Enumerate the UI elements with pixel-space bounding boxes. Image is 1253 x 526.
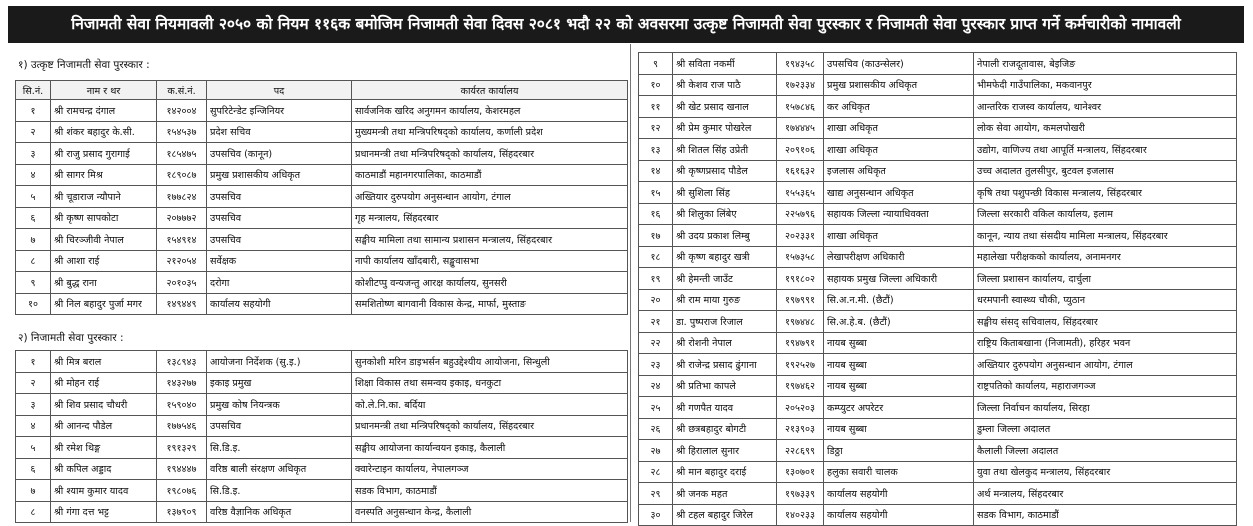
column-header-position: पद bbox=[207, 81, 352, 100]
table-row bbox=[16, 501, 628, 523]
position-cell: वरिष्ठ बाली संरक्षण अधिकृत bbox=[207, 458, 352, 480]
name-cell: श्री निल बहादुर पुर्जा मगर bbox=[51, 293, 157, 315]
table-row bbox=[16, 458, 628, 480]
table-row bbox=[639, 96, 1237, 118]
table-row bbox=[16, 164, 628, 186]
code-cell: १९१८०२ bbox=[777, 268, 824, 290]
name-cell: श्री हिरालाल सुनार bbox=[673, 440, 777, 462]
name-cell: श्री प्रतिभा कापले bbox=[673, 375, 777, 397]
name-cell: श्री आशा राई bbox=[51, 250, 157, 272]
serial-cell: १९ bbox=[639, 268, 673, 290]
serial-cell: ११ bbox=[639, 96, 673, 118]
name-cell: श्री राम माया गुरुङ bbox=[673, 289, 777, 311]
name-cell: श्री आनन्द पौडेल bbox=[51, 415, 157, 437]
name-cell: श्री कपिल अड्डाद bbox=[51, 458, 157, 480]
name-cell: श्री हेमन्ती जाउँट bbox=[673, 268, 777, 290]
position-cell: सि.डि.इ. bbox=[207, 480, 352, 502]
table-row bbox=[16, 121, 628, 143]
civil-service-award-table-right bbox=[638, 52, 1237, 526]
name-cell: श्री शंकर बहादुर के.सी. bbox=[51, 121, 157, 143]
code-cell: १८९०८७ bbox=[157, 164, 207, 186]
serial-cell: १ bbox=[16, 100, 51, 122]
office-cell: भीमफेदी गाउँपालिका, मकवानपुर bbox=[974, 74, 1237, 96]
name-cell: श्री जनक महत bbox=[673, 483, 777, 505]
name-cell: श्री कृष्ण बहादुर खत्री bbox=[673, 246, 777, 268]
serial-cell: ८ bbox=[16, 250, 51, 272]
position-cell: नायब सुब्बा bbox=[824, 354, 974, 376]
serial-cell: १६ bbox=[639, 203, 673, 225]
serial-cell: ७ bbox=[16, 480, 51, 502]
table-row bbox=[639, 139, 1237, 161]
office-cell: डुम्ला जिल्ला अदालत bbox=[974, 418, 1237, 440]
code-cell: १५७८४६ bbox=[777, 96, 824, 118]
table-header-row bbox=[16, 81, 628, 100]
serial-cell: १ bbox=[16, 351, 51, 373]
code-cell: १६१६३२ bbox=[777, 160, 824, 182]
code-cell: २१२०५४ bbox=[157, 250, 207, 272]
office-cell: शिक्षा विकास तथा समन्वय इकाइ, धनकुटा bbox=[352, 372, 628, 394]
code-cell: १९४४४७ bbox=[157, 458, 207, 480]
office-cell: धरमपानी स्वास्थ्य चौकी, प्युठान bbox=[974, 289, 1237, 311]
code-cell: १३७९०९ bbox=[157, 501, 207, 523]
serial-cell: १४ bbox=[639, 160, 673, 182]
serial-cell: १० bbox=[639, 74, 673, 96]
section-1-heading: १) उत्कृष्ट निजामती सेवा पुरस्कार : bbox=[18, 59, 150, 71]
office-cell: समशितोष्ण बागवानी विकास केन्द्र, मार्फा, मुस्ताङ bbox=[352, 293, 628, 315]
name-cell: श्री शिव प्रसाद चौधरी bbox=[51, 394, 157, 416]
position-cell: हलुका सवारी चालक bbox=[824, 461, 974, 483]
office-cell: जिल्ला निर्वाचन कार्यालय, सिरहा bbox=[974, 397, 1237, 419]
name-cell: श्री रमेश थिङ्ग bbox=[51, 437, 157, 459]
table-row bbox=[639, 289, 1237, 311]
column-header-serial: सि.नं. bbox=[16, 81, 51, 100]
table-row bbox=[16, 372, 628, 394]
code-cell: १४२००४ bbox=[157, 100, 207, 122]
position-cell: कर अधिकृत bbox=[824, 96, 974, 118]
name-cell: श्री केशव राज पाठै bbox=[673, 74, 777, 96]
serial-cell: ४ bbox=[16, 415, 51, 437]
name-cell: श्री खेट प्रसाद खनाल bbox=[673, 96, 777, 118]
code-cell: १४०२३३ bbox=[777, 504, 824, 526]
office-cell: लोक सेवा आयोग, कमलपोखरी bbox=[974, 117, 1237, 139]
table-row bbox=[639, 375, 1237, 397]
table-row bbox=[16, 293, 628, 315]
code-cell: १३०७०१ bbox=[777, 461, 824, 483]
serial-cell: ६ bbox=[16, 458, 51, 480]
name-cell: श्री गंगा दत्त भट्ट bbox=[51, 501, 157, 523]
office-cell: अख्तियार दुरुपयोग अनुसन्धान आयोग, टंगाल bbox=[352, 186, 628, 208]
position-cell: सहायक प्रमुख जिल्ला अधिकारी bbox=[824, 268, 974, 290]
code-cell: १८५४७५ bbox=[157, 143, 207, 165]
table-row bbox=[639, 418, 1237, 440]
serial-cell: २२ bbox=[639, 332, 673, 354]
page-banner-title: निजामती सेवा नियमावली २०५० को नियम ११६क बमोजिम निजामती सेवा दिवस २०८१ भदौ २२ को अवसरमा उत्कृष्ट निजामती सेवा पुरस्कार र निजामती सेवा पुरस्कार प्राप्त गर्ने कर्मचारीको नामावली bbox=[8, 6, 1244, 43]
serial-cell: ७ bbox=[16, 229, 51, 251]
name-cell: श्री मित्र बराल bbox=[51, 351, 157, 373]
office-cell: आन्तरिक राजस्व कार्यालय, थानेश्वर bbox=[974, 96, 1237, 118]
name-cell: श्री छत्रबहादुर बोगटी bbox=[673, 418, 777, 440]
name-cell: श्री राजेन्द्र प्रसाद ढुंगाना bbox=[673, 354, 777, 376]
position-cell: नायब सुब्बा bbox=[824, 332, 974, 354]
table-row bbox=[639, 268, 1237, 290]
office-cell: नापी कार्यालय खाँदबारी, सङ्खुवासभा bbox=[352, 250, 628, 272]
table-row bbox=[639, 203, 1237, 225]
office-cell: क्वारेन्टाइन कार्यालय, नेपालगञ्ज bbox=[352, 458, 628, 480]
name-cell: श्री मान बहादुर दराई bbox=[673, 461, 777, 483]
office-cell: जिल्ला सरकारी वकिल कार्यालय, इलाम bbox=[974, 203, 1237, 225]
code-cell: १९४७९१ bbox=[777, 332, 824, 354]
serial-cell: २९ bbox=[639, 483, 673, 505]
office-cell: उच्च अदालत तुलसीपुर, बुटवल इजलास bbox=[974, 160, 1237, 182]
table-row bbox=[16, 207, 628, 229]
table-row bbox=[639, 53, 1237, 75]
table-row bbox=[639, 461, 1237, 483]
position-cell: उपसचिव bbox=[207, 207, 352, 229]
table-row bbox=[639, 160, 1237, 182]
serial-cell: २६ bbox=[639, 418, 673, 440]
serial-cell: ५ bbox=[16, 437, 51, 459]
office-cell: सुनकोशी मरिन डाइभर्सन बहुउद्देश्यीय आयोजना, सिन्धुली bbox=[352, 351, 628, 373]
table-row bbox=[16, 480, 628, 502]
serial-cell: २८ bbox=[639, 461, 673, 483]
column-header-code: क.सं.नं. bbox=[157, 81, 207, 100]
column-divider bbox=[630, 44, 631, 522]
civil-service-award-table-left bbox=[15, 350, 628, 523]
serial-cell: ३ bbox=[16, 143, 51, 165]
position-cell: सुपरिटेन्डेट इन्जिनियर bbox=[207, 100, 352, 122]
office-cell: सङ्घीय संसद् सचिवालय, सिंहदरबार bbox=[974, 311, 1237, 333]
code-cell: १५४५३७ bbox=[157, 121, 207, 143]
table-row bbox=[639, 225, 1237, 247]
position-cell: प्रमुख कोष नियन्त्रक bbox=[207, 394, 352, 416]
name-cell: श्री श्याम कुमार यादव bbox=[51, 480, 157, 502]
table-row bbox=[16, 229, 628, 251]
table-row bbox=[639, 397, 1237, 419]
table-row bbox=[16, 143, 628, 165]
serial-cell: ९ bbox=[639, 53, 673, 75]
position-cell: आयोजना निर्देशक (सु.इ.) bbox=[207, 351, 352, 373]
serial-cell: ५ bbox=[16, 186, 51, 208]
position-cell: कार्यालय सहयोगी bbox=[824, 504, 974, 526]
code-cell: २२५७९६ bbox=[777, 203, 824, 225]
table-row bbox=[16, 186, 628, 208]
serial-cell: १२ bbox=[639, 117, 673, 139]
code-cell: १९७९९१ bbox=[777, 289, 824, 311]
office-cell: मुख्यमन्त्री तथा मन्त्रिपरिषद्को कार्यालय, कर्णाली प्रदेश bbox=[352, 121, 628, 143]
code-cell: १९७४६२ bbox=[777, 375, 824, 397]
name-cell: श्री रामचन्द्र दंगाल bbox=[51, 100, 157, 122]
serial-cell: २ bbox=[16, 121, 51, 143]
name-cell: श्री राजु प्रसाद गुरागाई bbox=[51, 143, 157, 165]
office-cell: अख्तियार दुरुपयोग अनुसन्धान आयोग, टंगाल bbox=[974, 354, 1237, 376]
position-cell: दरोगा bbox=[207, 272, 352, 294]
code-cell: २०९१०६ bbox=[777, 139, 824, 161]
column-header-name: नाम र थर bbox=[51, 81, 157, 100]
position-cell: कार्यालय सहयोगी bbox=[824, 483, 974, 505]
code-cell: १९८०७६ bbox=[157, 480, 207, 502]
code-cell: १९७४४८ bbox=[777, 311, 824, 333]
table-row bbox=[639, 311, 1237, 333]
table-row bbox=[16, 394, 628, 416]
name-cell: श्री प्रेम कुमार पोखरेल bbox=[673, 117, 777, 139]
office-cell: काठमाडौं महानगरपालिका, काठमाडौं bbox=[352, 164, 628, 186]
table-row bbox=[16, 437, 628, 459]
position-cell: शाखा अधिकृत bbox=[824, 139, 974, 161]
table-row bbox=[16, 100, 628, 122]
office-cell: नेपाली राजदूतावास, बेइजिङ bbox=[974, 53, 1237, 75]
code-cell: २२८६९९ bbox=[777, 440, 824, 462]
office-cell: उद्योग, वाणिज्य तथा आपूर्ति मन्त्रालय, सिंहदरबार bbox=[974, 139, 1237, 161]
serial-cell: ३० bbox=[639, 504, 673, 526]
name-cell: श्री गणपैत यादव bbox=[673, 397, 777, 419]
table-row bbox=[639, 354, 1237, 376]
office-cell: प्रधानमन्त्री तथा मन्त्रिपरिषद्को कार्यालय, सिंहदरबार bbox=[352, 415, 628, 437]
code-cell: १३८९४३ bbox=[157, 351, 207, 373]
office-cell: सडक विभाग, काठमाडौं bbox=[352, 480, 628, 502]
position-cell: सर्वेक्षक bbox=[207, 250, 352, 272]
excellence-award-table bbox=[15, 80, 628, 315]
code-cell: १५५३६५ bbox=[777, 182, 824, 204]
code-cell: १९१३२९ bbox=[157, 437, 207, 459]
code-cell: २१३९०३ bbox=[777, 418, 824, 440]
table-row bbox=[639, 74, 1237, 96]
name-cell: श्री शिलुका लिंबेए bbox=[673, 203, 777, 225]
position-cell: कार्यालय सहयोगी bbox=[207, 293, 352, 315]
position-cell: डिठ्ठा bbox=[824, 440, 974, 462]
serial-cell: २१ bbox=[639, 311, 673, 333]
position-cell: कम्प्युटर अपरेटर bbox=[824, 397, 974, 419]
code-cell: २०७७७२ bbox=[157, 207, 207, 229]
serial-cell: २३ bbox=[639, 354, 673, 376]
office-cell: जिल्ला प्रशासन कार्यालय, दार्चुला bbox=[974, 268, 1237, 290]
office-cell: कैलाली जिल्ला अदालत bbox=[974, 440, 1237, 462]
code-cell: १९७३३९ bbox=[777, 483, 824, 505]
table-row bbox=[16, 250, 628, 272]
office-cell: सङ्घीय आयोजना कार्यान्वयन इकाइ, कैलाली bbox=[352, 437, 628, 459]
name-cell: श्री कृष्णप्रसाद पौडेल bbox=[673, 160, 777, 182]
position-cell: प्रमुख प्रशासकीय अधिकृत bbox=[824, 74, 974, 96]
code-cell: १७७८२४ bbox=[157, 186, 207, 208]
position-cell: नायब सुब्बा bbox=[824, 375, 974, 397]
office-cell: कानून, न्याय तथा संसदीय मामिला मन्त्रालय, सिंहदरबार bbox=[974, 225, 1237, 247]
office-cell: सङ्घीय मामिला तथा सामान्य प्रशासन मन्त्रालय, सिंहदरबार bbox=[352, 229, 628, 251]
table-row bbox=[639, 332, 1237, 354]
name-cell: श्री शितल सिंह उप्रेती bbox=[673, 139, 777, 161]
serial-cell: १० bbox=[16, 293, 51, 315]
position-cell: उपसचिव (काउन्सेलर) bbox=[824, 53, 974, 75]
name-cell: श्री टहल बहादुर जिरेल bbox=[673, 504, 777, 526]
table-row bbox=[639, 246, 1237, 268]
name-cell: श्री चिरञ्जीवी नेपाल bbox=[51, 229, 157, 251]
position-cell: वरिष्ठ वैज्ञानिक अधिकृत bbox=[207, 501, 352, 523]
code-cell: १५४९१४ bbox=[157, 229, 207, 251]
name-cell: डा. पुष्पराज रिजाल bbox=[673, 311, 777, 333]
office-cell: प्रधानमन्त्री तथा मन्त्रिपरिषद्को कार्यालय, सिंहदरबार bbox=[352, 143, 628, 165]
position-cell: इजलास अधिकृत bbox=[824, 160, 974, 182]
position-cell: सहायक जिल्ला न्यायाधिवक्ता bbox=[824, 203, 974, 225]
table-row bbox=[639, 440, 1237, 462]
office-cell: राष्ट्रिय किताबखाना (निजामती), हरिहर भवन bbox=[974, 332, 1237, 354]
office-cell: सार्वजनिक खरिद अनुगमन कार्यालय, केशरमहल bbox=[352, 100, 628, 122]
name-cell: श्री मोहन राई bbox=[51, 372, 157, 394]
code-cell: १५९०४० bbox=[157, 394, 207, 416]
table-row bbox=[639, 182, 1237, 204]
position-cell: नायब सुब्बा bbox=[824, 418, 974, 440]
name-cell: श्री रोशनी नेपाल bbox=[673, 332, 777, 354]
position-cell: उपसचिव (कानून) bbox=[207, 143, 352, 165]
code-cell: १९४३५८ bbox=[777, 53, 824, 75]
code-cell: २०५२०३ bbox=[777, 397, 824, 419]
table-row bbox=[16, 272, 628, 294]
office-cell: गृह मन्त्रालय, सिंहदरबार bbox=[352, 207, 628, 229]
office-cell: कोशीटप्पु वन्यजन्तु आरक्ष कार्यालय, सुनसरी bbox=[352, 272, 628, 294]
name-cell: श्री सुशिला सिंह bbox=[673, 182, 777, 204]
position-cell: उपसचिव bbox=[207, 415, 352, 437]
code-cell: २०२३३१ bbox=[777, 225, 824, 247]
serial-cell: ९ bbox=[16, 272, 51, 294]
column-header-office: कार्यरत कार्यालय bbox=[352, 81, 628, 100]
serial-cell: २७ bbox=[639, 440, 673, 462]
table-row bbox=[16, 351, 628, 373]
table-row bbox=[639, 504, 1237, 526]
code-cell: १७२३३४ bbox=[777, 74, 824, 96]
office-cell: कृषि तथा पशुपन्छी विकास मन्त्रालय, सिंहदरबार bbox=[974, 182, 1237, 204]
office-cell: वनस्पति अनुसन्धान केन्द्र, कैलाली bbox=[352, 501, 628, 523]
name-cell: श्री सविता नकर्मी bbox=[673, 53, 777, 75]
position-cell: सि.अ.हे.ब. (छैटौं) bbox=[824, 311, 974, 333]
office-cell: युवा तथा खेलकुद मन्त्रालय, सिंहदरबार bbox=[974, 461, 1237, 483]
code-cell: १७७५४६ bbox=[157, 415, 207, 437]
serial-cell: १७ bbox=[639, 225, 673, 247]
name-cell: श्री उदय प्रकाश लिम्बु bbox=[673, 225, 777, 247]
serial-cell: १८ bbox=[639, 246, 673, 268]
position-cell: शाखा अधिकृत bbox=[824, 225, 974, 247]
position-cell: खाद्य अनुसन्धान अधिकृत bbox=[824, 182, 974, 204]
office-cell: अर्थ मन्त्रालय, सिंहदरबार bbox=[974, 483, 1237, 505]
code-cell: १४९४४९ bbox=[157, 293, 207, 315]
position-cell: प्रमुख प्रशासकीय अधिकृत bbox=[207, 164, 352, 186]
name-cell: श्री कृष्ण सापकोटा bbox=[51, 207, 157, 229]
table-row bbox=[16, 415, 628, 437]
code-cell: १४३२७७ bbox=[157, 372, 207, 394]
serial-cell: ३ bbox=[16, 394, 51, 416]
office-cell: राष्ट्रपतिको कार्यालय, महाराजगञ्ज bbox=[974, 375, 1237, 397]
position-cell: लेखापरीक्षण अधिकारी bbox=[824, 246, 974, 268]
code-cell: १९२५२७ bbox=[777, 354, 824, 376]
position-cell: प्रदेश सचिव bbox=[207, 121, 352, 143]
position-cell: शाखा अधिकृत bbox=[824, 117, 974, 139]
office-cell: महालेखा परीक्षकको कार्यालय, अनामनगर bbox=[974, 246, 1237, 268]
code-cell: २०१०३५ bbox=[157, 272, 207, 294]
position-cell: सि.डि.इ. bbox=[207, 437, 352, 459]
section-2-heading: २) निजामती सेवा पुरस्कार : bbox=[18, 332, 124, 344]
office-cell: सडक विभाग, काठमाडौं bbox=[974, 504, 1237, 526]
serial-cell: २४ bbox=[639, 375, 673, 397]
position-cell: सि.अ.न.मी. (छैटौं) bbox=[824, 289, 974, 311]
serial-cell: ४ bbox=[16, 164, 51, 186]
serial-cell: ६ bbox=[16, 207, 51, 229]
serial-cell: १५ bbox=[639, 182, 673, 204]
code-cell: १७४४४५ bbox=[777, 117, 824, 139]
code-cell: १५७३५८ bbox=[777, 246, 824, 268]
table-row bbox=[639, 483, 1237, 505]
serial-cell: २५ bbox=[639, 397, 673, 419]
position-cell: इकाइ प्रमुख bbox=[207, 372, 352, 394]
name-cell: श्री चूडाराज न्यौपाने bbox=[51, 186, 157, 208]
name-cell: श्री बुद्ध राना bbox=[51, 272, 157, 294]
position-cell: उपसचिव bbox=[207, 229, 352, 251]
table-row bbox=[639, 117, 1237, 139]
name-cell: श्री सागर मिश्र bbox=[51, 164, 157, 186]
position-cell: उपसचिव bbox=[207, 186, 352, 208]
serial-cell: २० bbox=[639, 289, 673, 311]
office-cell: को.ले.नि.का. बर्दिया bbox=[352, 394, 628, 416]
serial-cell: ८ bbox=[16, 501, 51, 523]
serial-cell: १३ bbox=[639, 139, 673, 161]
serial-cell: २ bbox=[16, 372, 51, 394]
